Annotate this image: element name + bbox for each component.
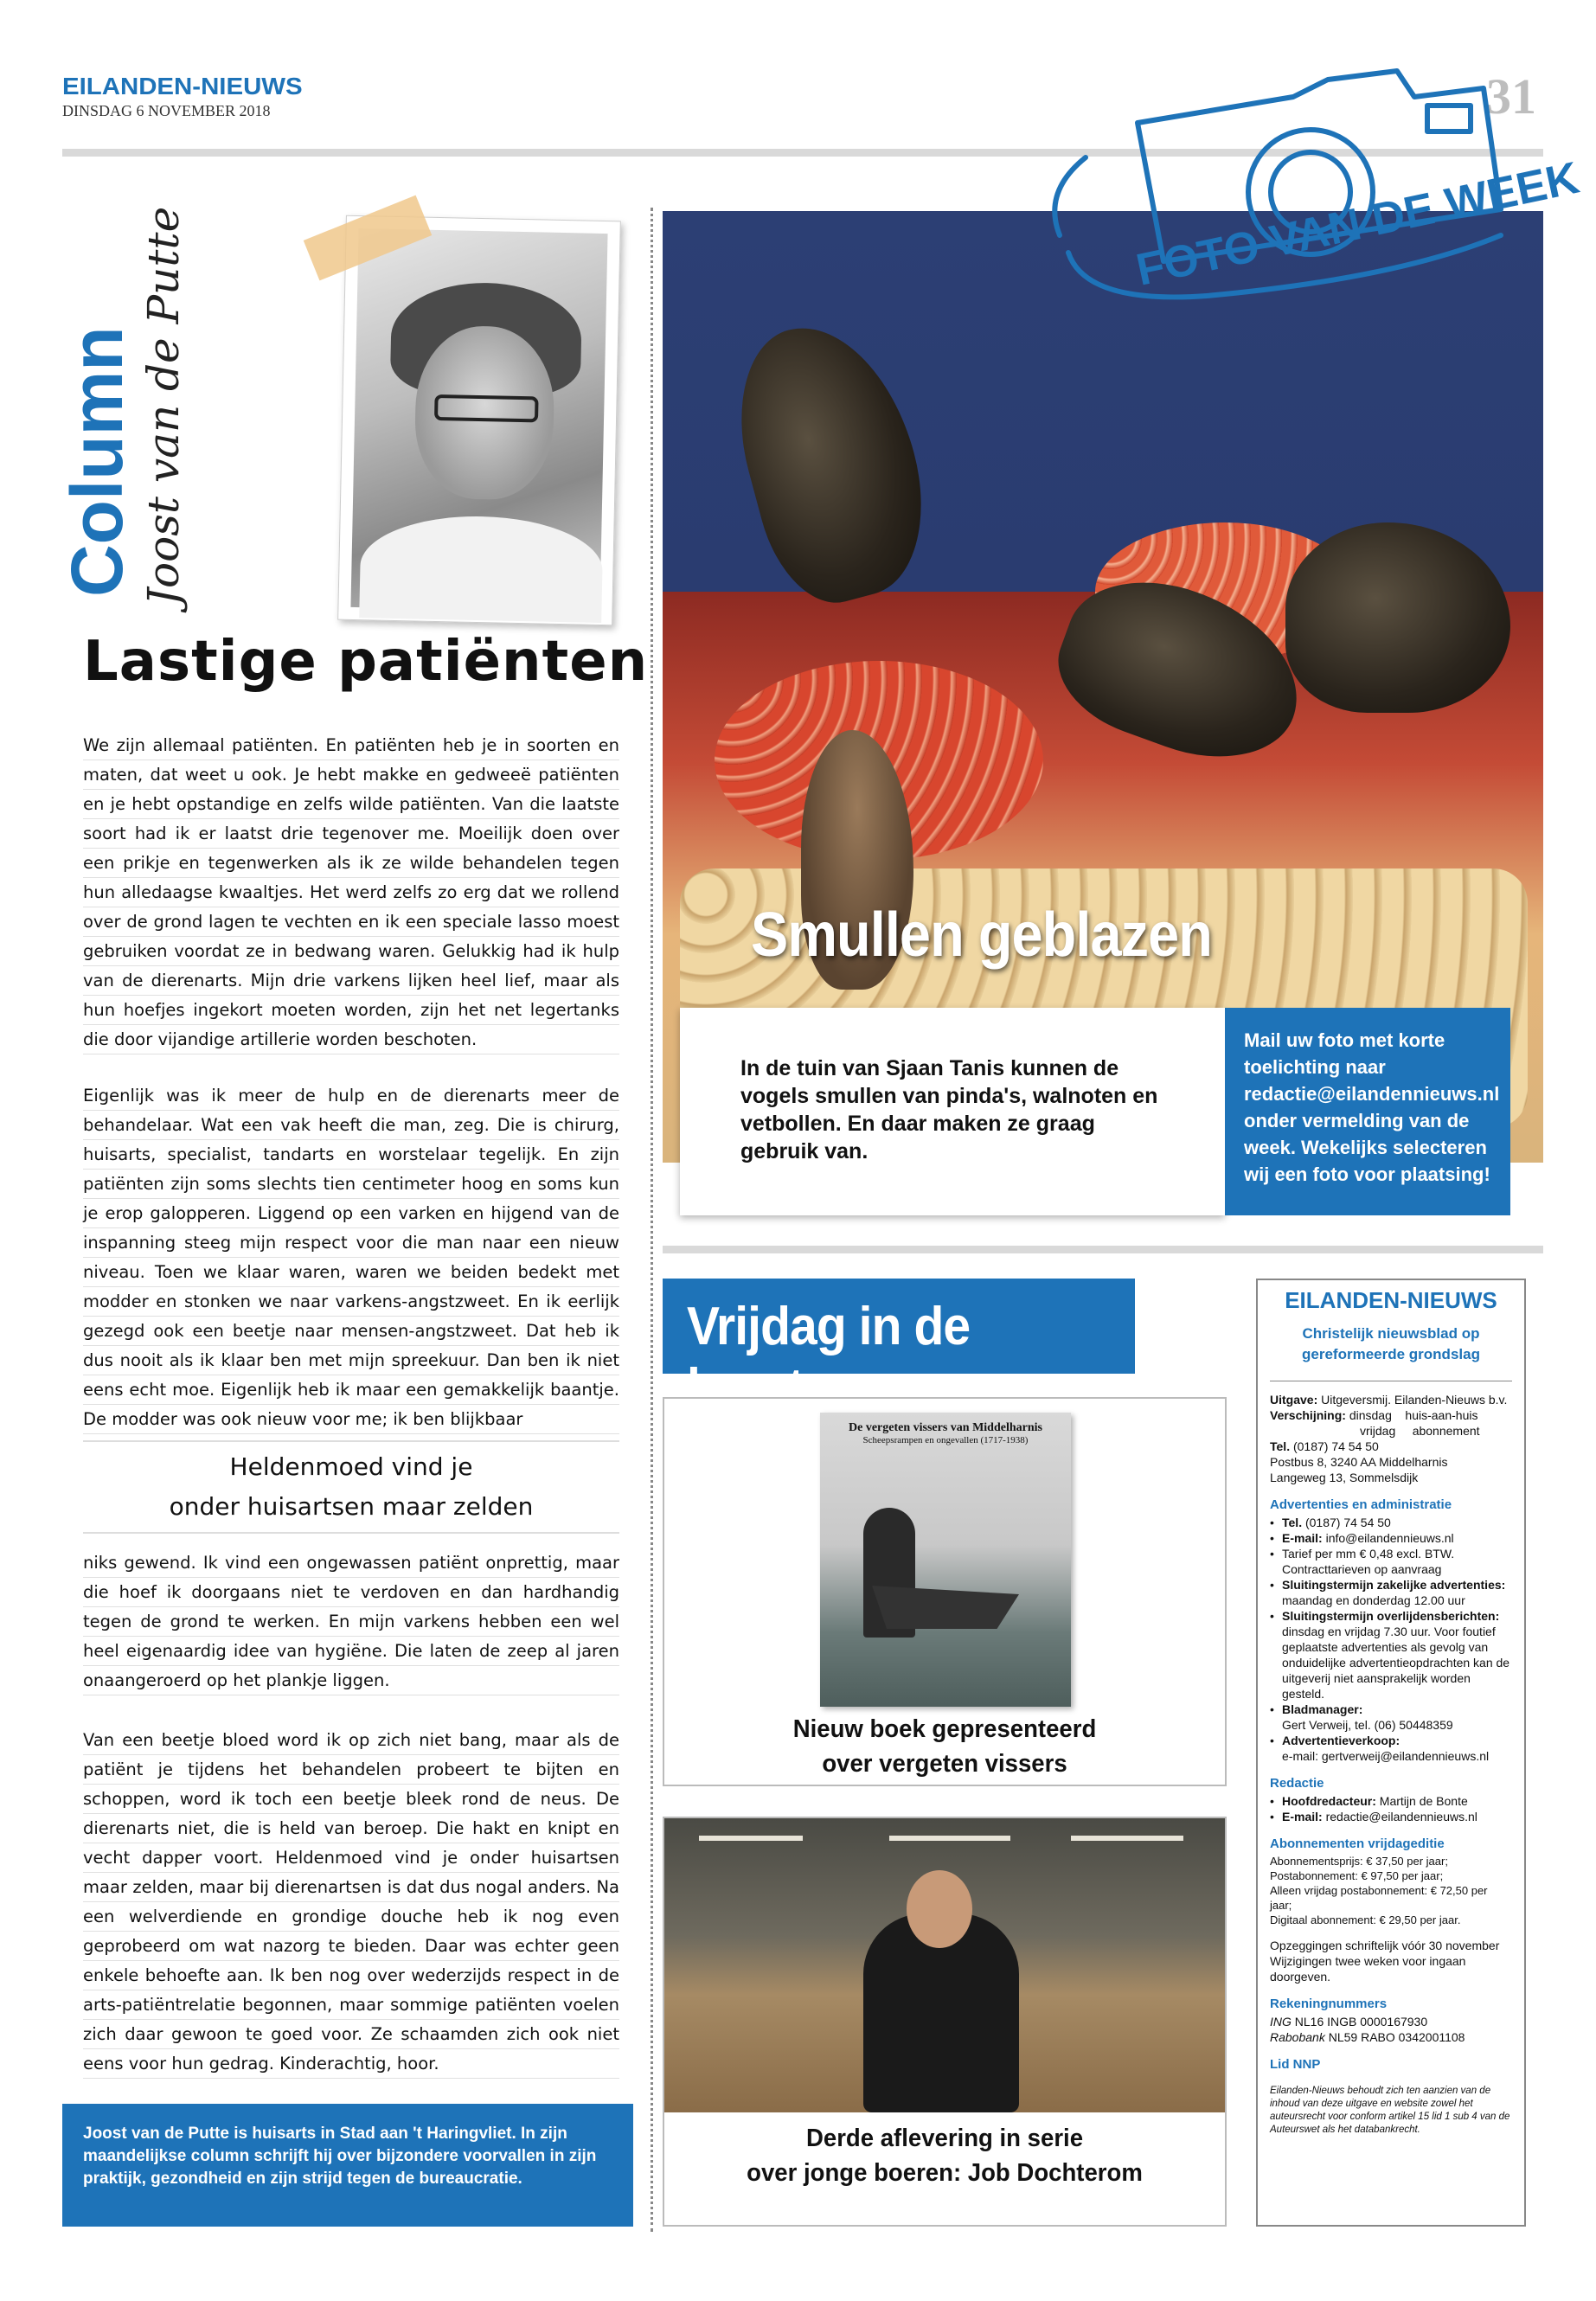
column-author: Joost van de Putte (138, 206, 189, 606)
list-item: • E-mail: info@eilandennieuws.nl (1270, 1530, 1512, 1546)
verschijning-value: vrijdag abonnement (1360, 1424, 1480, 1438)
photo-caption: In de tuin van Sjaan Tanis kunnen de vogels smullen van pinda's, walnoten en vetbollen. En daar maken ze graag gebruik van. (680, 1008, 1225, 1215)
bank-account: NL59 RABO 0342001108 (1328, 2030, 1465, 2044)
copyright-disclaimer: Eilanden-Nieuws behoudt zich ten aanzien van de inhoud van deze uitgave en website zowel het auteursrecht voor conform artikel 15 lid 1 sub 4 van de Auteurswet als het databankrecht. (1270, 2086, 1510, 2135)
list-item: • Sluitingstermijn zakelijke advertenties: maandag en donderdag 12.00 uur (1270, 1577, 1512, 1608)
bank-label: ING (1270, 2015, 1292, 2029)
address: Langeweg 13, Sommelsdijk (1270, 1471, 1419, 1484)
tel-value: (0187) 74 54 50 (1292, 1439, 1379, 1453)
photo-title: Smullen geblazen (751, 901, 1212, 970)
page-number: 31 (1486, 68, 1536, 125)
mid-divider (663, 1246, 1543, 1253)
masthead-logo: EILANDEN-NIEUWS (62, 73, 303, 99)
friday-section-text: Vrijdag in de krant (687, 1297, 971, 1418)
book-caption (678, 1712, 1211, 1781)
list-item: • E-mail: redactie@eilandennieuws.nl (1270, 1809, 1512, 1824)
column-paragraph: niks gewend. Ik vind een ongewassen patiënt onprettig, maar die hoef ik doorgaans niet te verdoven en dan hardhandig tegen de grond te werken. En mijn varkens hebben een wel heel eigenaardig idee van hygiëne. Die laten de zeep al jaren onaangeroerd op het plankje liggen. (83, 1548, 619, 1695)
subscription-line: Digitaal abonnement: € 29,50 per jaar. (1270, 1913, 1461, 1926)
column-label: Column (56, 326, 138, 597)
list-item: • Bladmanager: Gert Verweij, tel. (06) 50448359 (1270, 1702, 1512, 1733)
advertising-list (1270, 1515, 1512, 1764)
cancellation-info: Opzeggingen schriftelijk vóór 30 november Wijzigingen twee weken voor ingaan doorgeven. (1270, 1939, 1500, 1984)
book-title: De vergeten vissers van Middelharnis (849, 1421, 1042, 1434)
pull-quote-line: Heldenmoed vind je (229, 1452, 473, 1481)
colofon-subtitle: Christelijk nieuwsblad op gereformeerde grondslag (1302, 1325, 1480, 1362)
book-subtitle: Scheepsrampen en ongevallen (1717-1938) (862, 1435, 1029, 1445)
photo-submission-info: Mail uw foto met korte toelichting naar redactie@eilandennieuws.nl onder vermelding van de week. Wekelijks selecteren wij een foto voor plaatsing! (1225, 1008, 1510, 1215)
pull-quote-line: onder huisartsen maar zelden (169, 1492, 534, 1521)
friday-section-label (663, 1279, 1135, 1418)
author-bio: Joost van de Putte is huisarts in Stad aan 't Haringvliet. In zijn maandelijkse column schrijft hij over bijzondere voorvallen in zijn praktijk, gezondheid en zijn strijd tegen de bureaucratie. (62, 2104, 633, 2227)
editorial-list (1270, 1793, 1512, 1824)
farmer-caption (678, 2121, 1211, 2190)
book-cover (820, 1413, 1071, 1707)
foto-van-de-week-logo: FOTO VAN DE WEEK (1131, 152, 1584, 296)
verschijning-label: Verschijning: (1270, 1408, 1346, 1422)
book-caption-line: Nieuw boek gepresenteerd (792, 1715, 1097, 1743)
column-divider (651, 208, 653, 2232)
postbus: Postbus 8, 3240 AA Middelharnis (1270, 1455, 1448, 1469)
author-portrait (337, 215, 621, 626)
tel-label: Tel. (1270, 1439, 1291, 1453)
section-editorial: Redactie (1270, 1776, 1324, 1791)
list-item: • Tarief per mm € 0,48 excl. BTW. Contracttarieven op aanvraag (1270, 1546, 1512, 1577)
farmer-caption-line: over jonge boeren: Job Dochterom (747, 2159, 1143, 2187)
bank-account: NL16 INGB 0000167930 (1294, 2015, 1428, 2029)
subscription-line: Abonnementsprijs: € 37,50 per jaar; (1270, 1855, 1448, 1868)
verschijning-value: dinsdag huis-aan-huis (1349, 1408, 1478, 1422)
uitgave-label: Uitgave: (1270, 1393, 1318, 1407)
farmer-caption-line: Derde aflevering in serie (805, 2125, 1084, 2152)
list-item: • Sluitingstermijn overlijdensberichten: dinsdag en vrijdag 7.30 uur. Voor foutief geplaatste advertenties als gevolg van onduidelijke advertentieopdrachten kan de uitgeverij niet aansprakelijk worden gesteld. (1270, 1608, 1512, 1702)
section-subscriptions: Abonnementen vrijdageditie (1270, 1836, 1445, 1851)
subscription-line: Alleen vrijdag postabonnement: € 72,50 per jaar; (1270, 1884, 1488, 1912)
farmer-photo (664, 1818, 1225, 2112)
colofon-logo: EILANDEN-NIEUWS (1285, 1287, 1497, 1313)
book-teaser[interactable] (663, 1397, 1227, 1786)
column-paragraph: We zijn allemaal patiënten. En patiënten heb je in soorten en maten, dat weet u ook. Je hebt makke en gedweeë patiënten en je hebt opstandige en zelfs wilde patiënten. Van die laatste soort had ik er laatst drie tegenover me. Moeilijk doen over een prikje en tegenwerken als ik ze wilde behandelen tegen hun alledaagse kwaaltjes. Het werd zelfs zo erg dat we rollend over de grond lagen te vechten en ik een speciale lasso moest gebruiken voordat ze in bedwang waren. Gelukkig had ik hulp van de dierenarts. Mijn drie varkens lijken heel lief, maar als hun hoefjes ingekort moeten worden, zijn het net legertanks die door vijandige artillerie worden beschoten. (83, 731, 619, 1054)
farmer-teaser[interactable] (663, 1817, 1227, 2227)
book-caption-line: over vergeten vissers (822, 1750, 1067, 1778)
subscription-line: Postabonnement: € 97,50 per jaar; (1270, 1869, 1444, 1882)
column-headline: Lastige patiënten (83, 630, 649, 694)
bank-label: Rabobank (1270, 2030, 1325, 2044)
camera-icon (1034, 62, 1584, 322)
section-advertising: Advertenties en administratie (1270, 1497, 1452, 1512)
colofon (1256, 1279, 1526, 2227)
list-item: • Hoofdredacteur: Martijn de Bonte (1270, 1793, 1512, 1809)
issue-date: DINSDAG 6 NOVEMBER 2018 (62, 102, 271, 119)
column-paragraph: Van een beetje bloed word ik op zich niet bang, maar als de patiënt je tijdens het behandelen probeert te bijten en schoppen, word ik toch een beetje bleek rond de neus. De dierenarts niet, die is held van beroep. Die hakt en knipt en vecht dapper voort. Heldenmoed vind je onder huisartsen maar zelden, maar bij dierenartsen is dat dus nogal anders. Na een welverdiende en grondige douche heb ik nog even geprobeerd om wat nazorg te bieden. Daar was echter geen enkele behoefte aan. Ik ben nog over wederzijds respect in de arts-patiëntrelatie begonnen, maar sommige patiënten voelen zich daar gewoon te goed voor. Ze schaamden zich ook niet eens voor hun gedrag. Kinderachtig, hoor. (83, 1726, 619, 2079)
pull-quote (83, 1440, 619, 1534)
list-item: • Advertentieverkoop: e-mail: gertverweij@eilandennieuws.nl (1270, 1733, 1512, 1764)
list-item: • Tel. (0187) 74 54 50 (1270, 1515, 1512, 1530)
column-paragraph: Eigenlijk was ik meer de hulp en de dierenarts meer de behandelaar. Wat een vak heeft die man, zeg. Die is chirurg, huisarts, specialist, tandarts en worstelaar tegelijk. En zijn patiënten zijn soms slechts tien centimeter hoog en soms kun je erop galopperen. Liggend op een varken en hijgend van de inspanning steeg mijn respect voor die man naar een nieuw niveau. Toen we klaar waren, waren we beiden bedekt met modder en stonken we naar varkens-angstzweet. En ik eerlijk gezegd ook een beetje naar mensen-angstzweet. Dat heb ik dus nooit als ik klaar ben met mijn spreekuur. Dan ben ik niet eens echt moe. Eigenlijk heb ik maar een gemakkelijk baantje. De modder was ook nieuw voor me; ik ben blijkbaar (83, 1081, 619, 1434)
uitgave-value: Uitgeversmij. Eilanden-Nieuws b.v. (1321, 1393, 1508, 1407)
membership: Lid NNP (1270, 2057, 1321, 2072)
section-accounts: Rekeningnummers (1270, 1997, 1388, 2011)
